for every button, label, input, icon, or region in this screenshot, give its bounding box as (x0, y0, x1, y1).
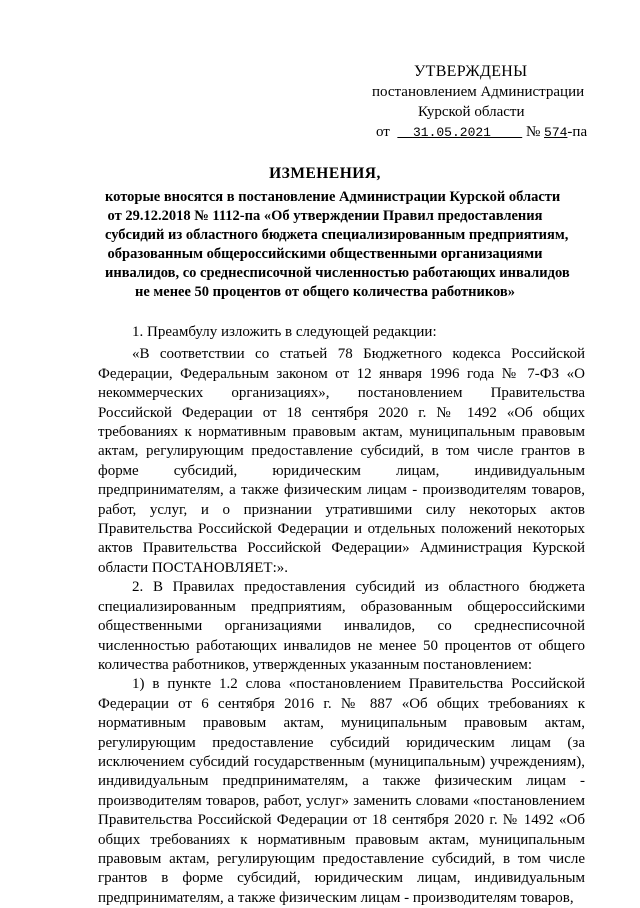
paragraph-2: «В соответствии со статьей 78 Бюджетного кодекса Российской Федерации, Федеральным законом от 12 января 1996 года № 7-ФЗ «О некоммерческих организациях», постановлением Правительства Российской Федерации от 18 сентября 2020 г. № 1492 «Об общих требованиях к нормативным правовым актам, муниципальным правовым актам, регулирующим предоставление субсидий, в том числе грантов в форме субсидий, юридическим лицам, индивидуальным предпринимателям, а также физическим лицам - производителям товаров, работ, услуг, и о признании утратившими силу некоторых актов Правительства Российской Федерации и отдельных положений некоторых актов Правительства Российской Федерации» Администрация Курской области ПОСТАНОВЛЯЕТ:». (98, 346, 585, 576)
title-line: не менее 50 процентов от общего количества работников» (134, 284, 516, 300)
number-suffix: -па (567, 124, 588, 140)
title-line: субсидий из областного бюджета специализированным предприятиям, (105, 227, 569, 243)
paragraph-3: 2. В Правилах предоставления субсидий из областного бюджета специализированным предприятиям, образованным общероссийскими общественными организациями инвалидов, со среднесписочной численностью работающих инвалидов не менее 50 процентов от общего количества работников, утвержденных указанным постановлением: (98, 579, 585, 673)
title-line: образованным общероссийскими общественными организациями (107, 246, 543, 262)
number-sign: № (525, 124, 541, 140)
paragraph-4: 1) в пункте 1.2 слова «постановлением Правительства Российской Федерации от 6 сентября 2016 г. № 887 «Об общих требованиях к нормативным правовым актам, муниципальным правовым актам, регулирующим предоставление субсидий юридическим лицам (за исключением субсидий государственным (муниципальным) учреждениям), индивидуальным предпринимателям, а также физическим лицам - производителям товаров, работ, услуг» заменить словами «постановлением Правительства Российской Федерации от 18 сентября 2020 г. № 1492 «Об общих требованиях к нормативным правовым актам, муниципальным правовым актам, регулирующим предоставление субсидий, в том числе грантов в форме субсидий, юридическим лицам, индивидуальным предпринимателям, а также физическим лицам - производителям товаров, (98, 676, 585, 906)
document-body (98, 323, 585, 908)
approval-line-2: Курской области (418, 104, 525, 120)
approval-line-1: постановлением Администрации (372, 84, 585, 100)
title-main: ИЗМЕНЕНИЯ, (269, 165, 381, 182)
approval-number: 574 (544, 125, 568, 140)
title-line: которые вносятся в постановление Администрации Курской области (105, 189, 561, 205)
title-line: инвалидов, со среднесписочной численностью работающих инвалидов (105, 265, 570, 281)
paragraph-1: 1. Преамбулу изложить в следующей редакции: (132, 324, 437, 340)
approval-date: 31.05.2021 (412, 125, 491, 140)
title-line: от 29.12.2018 № 1112-па «Об утверждении Правил предоставления (107, 208, 543, 224)
from-label: от (376, 124, 390, 140)
approval-date-line (376, 122, 612, 143)
approval-stamp (372, 62, 612, 143)
approval-heading: УТВЕРЖДЕНЫ (414, 63, 528, 80)
document-title (105, 164, 570, 302)
